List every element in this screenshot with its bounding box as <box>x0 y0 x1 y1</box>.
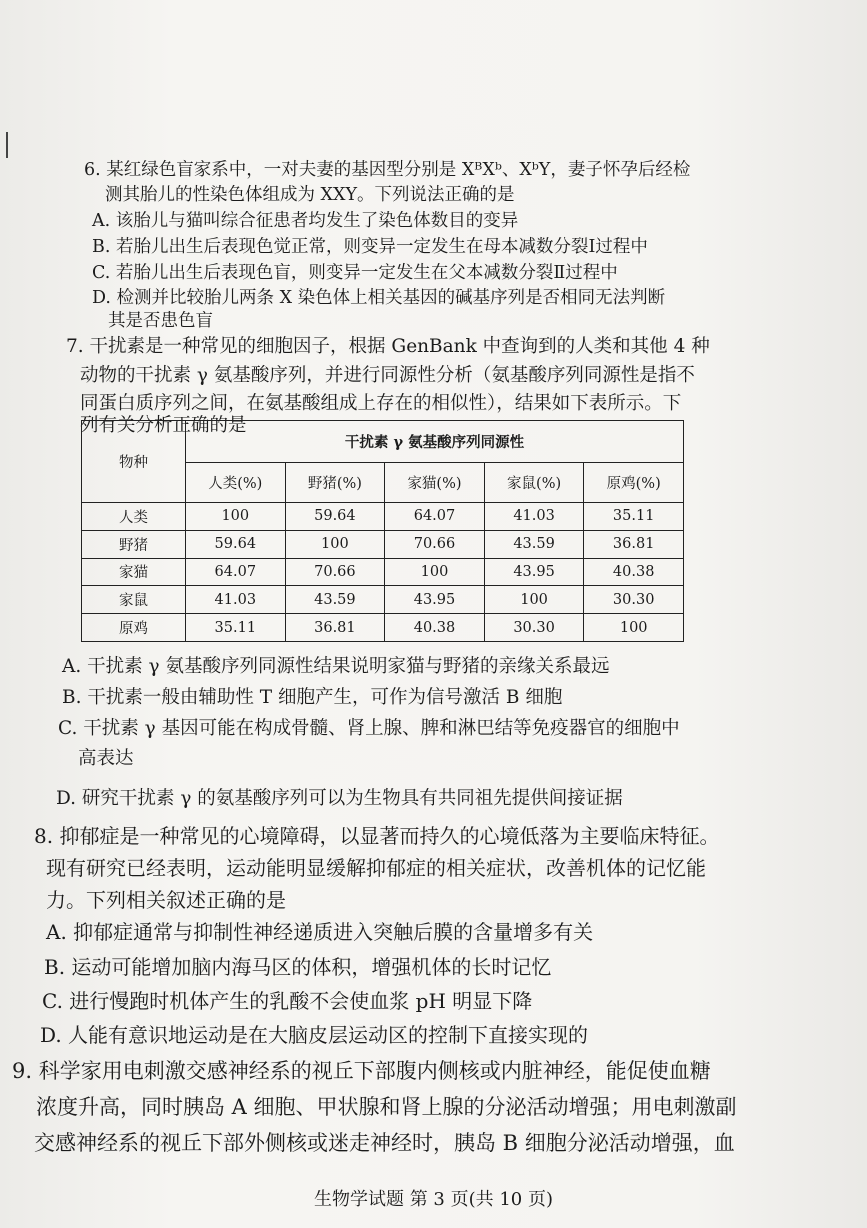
q7-stem-line-2: 动物的干扰素 γ 氨基酸序列，并进行同源性分析（氨基酸序列同源性是指不 <box>80 365 695 386</box>
table-cell: 35.11 <box>584 503 684 531</box>
q6-option-c: C. 若胎儿出生后表现色盲，则变异一定发生在父本减数分裂Ⅱ过程中 <box>92 263 618 283</box>
table-cell: 30.30 <box>584 586 684 614</box>
table-row <box>82 586 684 614</box>
table-cell: 100 <box>186 503 286 531</box>
q9-stem-line-1: 9. 科学家用电刺激交感神经系的视丘下部腹内侧核或内脏神经，能促使血糖 <box>12 1059 711 1083</box>
q9-stem-line-2: 浓度升高，同时胰岛 A 细胞、甲状腺和肾上腺的分泌活动增强；用电刺激副 <box>36 1095 737 1119</box>
table-cell: 59.64 <box>285 503 385 531</box>
table-row <box>82 558 684 586</box>
table-row <box>82 503 684 531</box>
table-cell: 70.66 <box>385 530 485 558</box>
table-cell: 41.03 <box>186 586 286 614</box>
q9-stem-line-3: 交感神经系的视丘下部外侧核或迷走神经时，胰岛 B 细胞分泌活动增强，血 <box>34 1131 735 1155</box>
table-cell: 59.64 <box>186 530 286 558</box>
table-cell: 43.95 <box>484 558 584 586</box>
table-group-header: 干扰素 γ 氨基酸序列同源性 <box>186 421 684 463</box>
q6-stem-line-1: 6. 某红绿色盲家系中，一对夫妻的基因型分别是 XᴮXᵇ、XᵇY，妻子怀孕后经检 <box>84 160 691 180</box>
q6-option-a: A. 该胎儿与猫叫综合征患者均发生了染色体数目的变异 <box>92 211 519 231</box>
table-cell: 100 <box>484 586 584 614</box>
q6-stem-line-2: 测其胎儿的性染色体组成为 XXY。下列说法正确的是 <box>105 185 515 205</box>
q8-option-b: B. 运动可能增加脑内海马区的体积，增强机体的长时记忆 <box>44 955 552 979</box>
q8-option-d: D. 人能有意识地运动是在大脑皮层运动区的控制下直接实现的 <box>40 1023 589 1047</box>
table-cell: 40.38 <box>385 614 485 642</box>
table-cell: 35.11 <box>186 614 286 642</box>
table-cell: 40.38 <box>584 558 684 586</box>
q7-stem-line-1: 7. 干扰素是一种常见的细胞因子，根据 GenBank 中查询到的人类和其他 4 种 <box>66 336 710 357</box>
table-cell: 70.66 <box>285 558 385 586</box>
table-cell: 43.95 <box>385 586 485 614</box>
q8-option-a: A. 抑郁症通常与抑制性神经递质进入突触后膜的含量增多有关 <box>46 920 594 944</box>
table-cell: 43.59 <box>484 530 584 558</box>
q8-stem-line-3: 力。下列相关叙述正确的是 <box>46 888 286 912</box>
q7-option-b: B. 干扰素一般由辅助性 T 细胞产生，可作为信号激活 B 细胞 <box>62 687 563 708</box>
table-cell: 43.59 <box>285 586 385 614</box>
row-species: 原鸡 <box>82 614 186 642</box>
q8-option-c: C. 进行慢跑时机体产生的乳酸不会使血浆 pH 明显下降 <box>42 989 533 1013</box>
q7-stem-line-3: 同蛋白质序列之间，在氨基酸组成上存在的相似性），结果如下表所示。下 <box>80 393 682 414</box>
q6-option-b: B. 若胎儿出生后表现色觉正常，则变异一定发生在母本减数分裂Ⅰ过程中 <box>92 237 648 257</box>
q7-stem-line-4: 列有关分析正确的是 <box>80 415 247 436</box>
table-cell: 36.81 <box>285 614 385 642</box>
row-species: 家猫 <box>82 558 186 586</box>
q7-option-c-line-1: C. 干扰素 γ 基因可能在构成骨髓、肾上腺、脾和淋巴结等免疫器官的细胞中 <box>58 718 680 739</box>
table-cell: 41.03 <box>484 503 584 531</box>
q8-stem-line-2: 现有研究已经表明，运动能明显缓解抑郁症的相关症状，改善机体的记忆能 <box>46 856 706 880</box>
homology-table <box>81 420 684 642</box>
row-species: 家鼠 <box>82 586 186 614</box>
table-cell: 64.07 <box>186 558 286 586</box>
table-cell: 100 <box>285 530 385 558</box>
table-row <box>82 614 684 642</box>
q7-option-d: D. 研究干扰素 γ 的氨基酸序列可以为生物具有共同祖先提供间接证据 <box>56 788 623 809</box>
column-header: 家猫(%) <box>385 463 485 503</box>
margin-mark <box>6 132 8 158</box>
table-cell: 36.81 <box>584 530 684 558</box>
q7-option-a: A. 干扰素 γ 氨基酸序列同源性结果说明家猫与野猪的亲缘关系最远 <box>62 656 610 677</box>
table-cell: 64.07 <box>385 503 485 531</box>
column-header: 原鸡(%) <box>584 463 684 503</box>
row-species: 野猪 <box>82 530 186 558</box>
q8-stem-line-1: 8. 抑郁症是一种常见的心境障碍，以显著而持久的心境低落为主要临床特征。 <box>34 824 720 848</box>
table-corner-header: 物种 <box>82 421 186 503</box>
column-header: 人类(%) <box>186 463 286 503</box>
q7-option-c-line-2: 高表达 <box>78 748 134 769</box>
q6-option-d-line-2: 其是否患色盲 <box>108 311 213 331</box>
q6-option-d-line-1: D. 检测并比较胎儿两条 X 染色体上相关基因的碱基序列是否相同无法判断 <box>92 288 666 308</box>
table-cell: 100 <box>584 614 684 642</box>
table-row <box>82 530 684 558</box>
column-header: 野猪(%) <box>285 463 385 503</box>
column-header: 家鼠(%) <box>484 463 584 503</box>
table-cell: 100 <box>385 558 485 586</box>
page-footer: 生物学试题 第 3 页(共 10 页) <box>313 1189 553 1210</box>
table-cell: 30.30 <box>484 614 584 642</box>
row-species: 人类 <box>82 503 186 531</box>
